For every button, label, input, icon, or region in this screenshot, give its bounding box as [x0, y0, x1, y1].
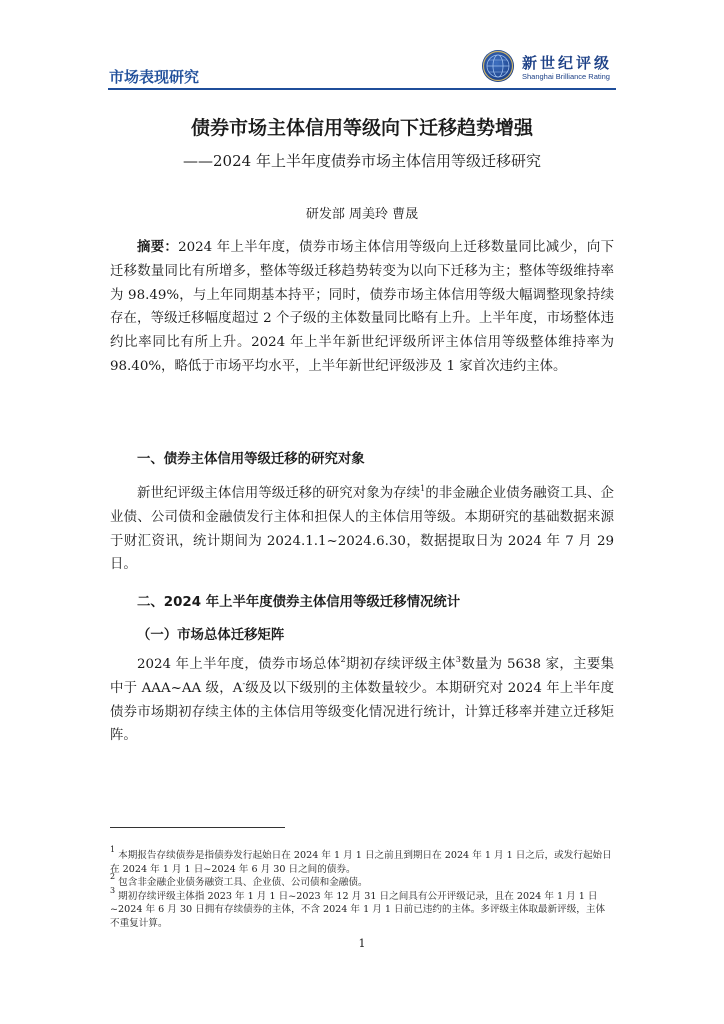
author-line: 研发部 周美玲 曹晟	[305, 207, 419, 222]
section-2-heading: 二、2024 年上半年度债券主体信用等级迁移情况统计	[137, 595, 461, 610]
brand-logo	[482, 48, 616, 86]
footnote-number: 3	[110, 885, 116, 895]
footnote-number: 1	[110, 845, 116, 854]
globe-icon	[482, 50, 514, 82]
page-number: 1	[358, 937, 366, 950]
footnote-1	[110, 845, 614, 876]
subsection-heading: （一）市场总体迁移矩阵	[137, 628, 285, 643]
footnote-ref-2[interactable]: 2	[340, 655, 346, 664]
logo-chinese-name: 新世纪评级	[522, 54, 613, 72]
footnote-ref-1[interactable]: 1	[420, 484, 426, 493]
page-header	[0, 0, 724, 100]
section-2-text-c: 数量为 5638 家，主要集中于 AAA~AA 级，A	[110, 657, 614, 696]
header-divider	[108, 88, 616, 90]
section-1-heading: 一、债券主体信用等级迁移的研究对象	[137, 452, 365, 467]
section-1-paragraph	[110, 482, 614, 577]
document-subtitle: ——2024 年上半年度债券市场主体信用等级迁移研究	[183, 152, 541, 170]
document-title: 债券市场主体信用等级向下迁移趋势增强	[190, 117, 533, 139]
section-1-text-b: 的非金融企业债务融资工具、企业债、公司债和金融债发行主体和担保人的主体信用等级。本期研究的基础数据来源于财汇资讯，统计期间为 2024.1.1~2024.6.30，数据提取日为 2024 年 7 月 29 日。	[110, 486, 615, 573]
footnote-2	[110, 872, 614, 890]
footnote-3	[110, 885, 614, 931]
minus-superscript: -	[242, 678, 246, 688]
footnote-number: 2	[110, 872, 116, 882]
footnote-text: 包含非金融企业债务融资工具、企业债、公司债和金融债。	[118, 877, 368, 889]
footnotes	[110, 845, 614, 931]
logo-english-name: Shanghai Brilliance Rating	[522, 72, 610, 81]
section-tag: 市场表现研究	[109, 68, 200, 86]
section-2-paragraph	[110, 653, 614, 748]
abstract-paragraph	[110, 236, 614, 379]
section-1-text-a: 新世纪评级主体信用等级迁移的研究对象为存续	[137, 486, 421, 501]
abstract-text: 2024 年上半年度，债券市场主体信用等级向上迁移数量同比减少，向下迁移数量同比有所增多，整体等级迁移趋势转变为以向下迁移为主；整体等级维持率为 98.49%，与上年同期基本持平；同时，债券市场主体信用等级大幅调整现象持续存在，等级迁移幅度超过 2 个子级的主体数量同比略有上升。上半年度，市场整体违约比率同比有所上升。2024 年上半年新世纪评级所评主体信用等级整体维持率为 98.40%，略低于市场平均水平，上半年新世纪评级涉及 1 家首次违约主体。	[110, 240, 614, 374]
footnote-text: 期初存续评级主体指 2023 年 1 月 1 日~2023 年 12 月 31 日之间具有公开评级记录，且在 2024 年 1 月 1 日~2024 年 6 月 30 日拥有存续债券的主体，不含 2024 年 1 月 1 日前已违约的主体。多评级主体取最新评级，主体不重复计算。	[110, 890, 606, 929]
footnote-divider	[110, 827, 285, 828]
section-2-text-a: 2024 年上半年度，债券市场总体	[137, 657, 341, 672]
footnote-ref-3[interactable]: 3	[455, 655, 461, 664]
abstract-label: 摘要：	[137, 240, 179, 255]
section-2-text-b: 期初存续评级主体	[345, 657, 456, 672]
footnote-text: 本期报告存续债券是指债券发行起始日在 2024 年 1 月 1 日之前且到期日在 2024 年 1 月 1 日之后，或发行起始日在 2024 年 1 月 1 日~2024 年 6 月 30 日之间的债券。	[110, 850, 612, 875]
section-2-text-d: 级及以下级别的主体数量较少。本期研究对 2024 年上半年度债券市场期初存续主体的主体信用等级变化情况进行统计，计算迁移率并建立迁移矩阵。	[110, 680, 614, 744]
